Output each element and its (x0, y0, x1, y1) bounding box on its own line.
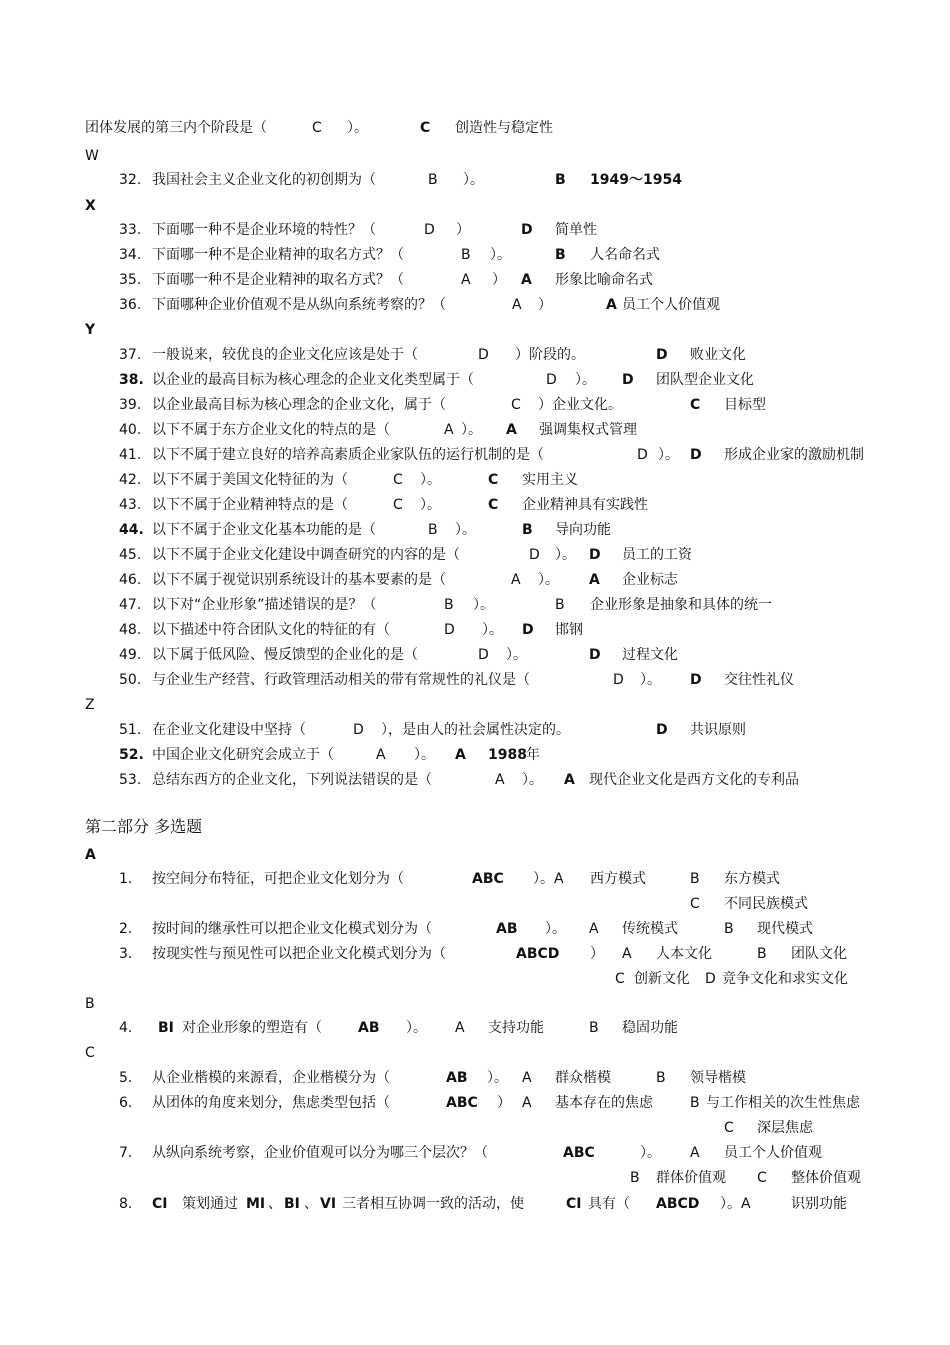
text-fragment: 员工个人价值观 (724, 1145, 822, 1161)
text-fragment: 34. (119, 247, 142, 263)
text-line (0, 470, 950, 490)
text-line (0, 894, 950, 914)
text-fragment: 从纵向系统考察，企业价值观可以分为哪三个层次？（ (152, 1145, 488, 1161)
text-fragment: A (521, 272, 532, 288)
text-fragment: 以下不属于企业文化建设中调查研究的内容的是（ (152, 547, 460, 563)
text-fragment: 4. (119, 1020, 133, 1036)
text-fragment: 以下不属于企业文化基本功能的是（ (152, 522, 376, 538)
text-fragment: 下面哪一种不是企业环境的特性？（ (152, 222, 376, 238)
text-fragment: AB (358, 1020, 380, 1036)
text-fragment: A (564, 772, 575, 788)
text-fragment: 40. (119, 422, 142, 438)
text-fragment: 交往性礼仪 (724, 672, 794, 688)
text-fragment: 三者相互协调一致的活动，使 (342, 1196, 524, 1212)
text-fragment: D (353, 722, 364, 738)
text-fragment: 企业形象是抽象和具体的统一 (590, 597, 772, 613)
text-fragment: BI (284, 1196, 300, 1212)
text-line (0, 370, 950, 390)
text-line (0, 1018, 950, 1038)
text-fragment: CI (152, 1196, 168, 1212)
text-fragment: 中国企业文化研究会成立于（ (152, 747, 334, 763)
text-fragment: B (85, 996, 95, 1012)
text-fragment: 35. (119, 272, 142, 288)
text-fragment: B (428, 172, 438, 188)
text-fragment: 以下属于低风险、慢反馈型的企业化的是（ (152, 647, 418, 663)
text-fragment: 我国社会主义企业文化的初创期为（ (152, 172, 376, 188)
text-fragment: ）。 (406, 1020, 427, 1036)
text-line (0, 994, 950, 1014)
text-fragment: 50. (119, 672, 142, 688)
text-fragment: D (444, 622, 455, 638)
text-fragment: 识别功能 (791, 1196, 847, 1212)
text-fragment: D (690, 672, 702, 688)
text-fragment: ）。 (420, 472, 441, 488)
text-fragment: 与工作相关的次生性焦虑 (706, 1095, 860, 1111)
text-fragment: ABCD (516, 946, 560, 962)
text-fragment: ）。 (473, 597, 494, 613)
text-fragment: ） (538, 297, 552, 313)
text-fragment: D (656, 722, 668, 738)
text-line (0, 320, 950, 340)
text-fragment: 人名命名式 (590, 247, 660, 263)
text-fragment: A (376, 747, 386, 763)
text-fragment: A (455, 1020, 465, 1036)
text-fragment: 西方模式 (590, 871, 646, 887)
text-fragment: 以下不属于建立良好的培养高素质企业家队伍的运行机制的是（ (152, 447, 544, 463)
text-fragment: A (622, 946, 632, 962)
text-fragment: ）。 (506, 647, 527, 663)
text-fragment: 整体价值观 (791, 1170, 861, 1186)
text-fragment: 邯钢 (555, 622, 583, 638)
text-fragment: C (690, 896, 700, 912)
text-fragment: 2. (119, 921, 133, 937)
text-fragment: 企业标志 (622, 572, 678, 588)
text-fragment: ）。 (522, 772, 543, 788)
text-line (0, 146, 950, 166)
text-fragment: 团队型企业文化 (656, 372, 754, 388)
text-fragment: 、 (268, 1196, 282, 1212)
text-fragment: ）。 (482, 622, 503, 638)
text-fragment: D (522, 622, 534, 638)
text-fragment: ）。 (347, 120, 368, 136)
text-fragment: ）。 (463, 172, 484, 188)
text-line (0, 445, 950, 465)
text-line (0, 245, 950, 265)
text-fragment: A (511, 572, 521, 588)
text-fragment: A (522, 1095, 532, 1111)
text-fragment: ） (590, 946, 604, 962)
text-fragment: ）。 (640, 672, 661, 688)
text-fragment: 39. (119, 397, 142, 413)
text-fragment: C (488, 472, 499, 488)
text-fragment: Z (85, 697, 95, 713)
text-fragment: 共识原则 (690, 722, 746, 738)
text-fragment: 41. (119, 447, 142, 463)
text-fragment: 强调集权式管理 (539, 422, 637, 438)
text-line (0, 170, 950, 190)
text-fragment: 5. (119, 1070, 133, 1086)
text-fragment: ）。 (420, 497, 441, 513)
text-fragment: C (393, 472, 403, 488)
text-line (0, 520, 950, 540)
text-fragment: ）。A (533, 871, 564, 887)
text-fragment: 从团体的角度来划分，焦虑类型包括（ (152, 1095, 390, 1111)
text-line (0, 845, 950, 865)
text-fragment: 49. (119, 647, 142, 663)
text-fragment: ）。 (487, 1070, 508, 1086)
text-fragment: AB (496, 921, 518, 937)
text-fragment: 45. (119, 547, 142, 563)
text-fragment: 以下不属于企业精神特点的是（ (152, 497, 348, 513)
text-fragment: ABC (472, 871, 504, 887)
text-fragment: B (589, 1020, 599, 1036)
text-fragment: A (444, 422, 454, 438)
text-fragment: C (488, 497, 499, 513)
text-fragment: D (637, 447, 648, 463)
text-fragment: 以下对“企业形象”描述错误的是？（ (152, 597, 377, 613)
section-title: 第二部分 多选题 (85, 817, 203, 836)
text-fragment: 以下不属于视觉识别系统设计的基本要素的是（ (152, 572, 446, 588)
text-fragment: 以下不属于美国文化特征的为（ (152, 472, 348, 488)
text-line (0, 220, 950, 240)
text-fragment: 具有（ (588, 1196, 630, 1212)
text-fragment: A (506, 422, 517, 438)
text-line (0, 570, 950, 590)
text-fragment: 53. (119, 772, 142, 788)
text-fragment: 1988 (488, 747, 527, 763)
text-fragment: D (613, 672, 624, 688)
text-line (0, 919, 950, 939)
text-fragment: 现代企业文化是西方文化的专利品 (589, 772, 799, 788)
text-fragment: C (85, 1045, 95, 1061)
text-fragment: ）。 (455, 522, 476, 538)
text-fragment: 目标型 (724, 397, 766, 413)
text-fragment: 员工的工资 (622, 547, 692, 563)
text-fragment: 支持功能 (488, 1020, 544, 1036)
text-fragment: A (455, 747, 466, 763)
text-fragment: D (589, 647, 601, 663)
text-fragment: ABC (446, 1095, 478, 1111)
text-line (0, 720, 950, 740)
text-line (0, 118, 950, 138)
text-fragment: ）企业文化。 (538, 397, 622, 413)
text-fragment: 实用主义 (522, 472, 578, 488)
text-line (0, 545, 950, 565)
text-fragment: 策划通过 (182, 1196, 238, 1212)
text-fragment: Y (85, 322, 96, 338)
text-fragment: 简单性 (555, 222, 597, 238)
text-fragment: 人本文化 (656, 946, 712, 962)
text-fragment: 以企业的最高目标为核心理念的企业文化类型属于（ (152, 372, 474, 388)
text-line (0, 645, 950, 665)
text-fragment: AB (446, 1070, 468, 1086)
text-fragment: 群体价值观 (656, 1170, 726, 1186)
text-fragment: 33. (119, 222, 142, 238)
text-fragment: 基本存在的焦虑 (555, 1095, 653, 1111)
text-fragment: C (690, 397, 701, 413)
text-fragment: 形成企业家的激励机制 (724, 447, 864, 463)
text-line (0, 1194, 950, 1214)
text-fragment: VI (320, 1196, 337, 1212)
text-fragment: A (690, 1145, 700, 1161)
text-fragment: A (512, 297, 522, 313)
text-fragment: B (555, 247, 566, 263)
text-fragment: 44. (119, 522, 144, 538)
text-fragment: 48. (119, 622, 142, 638)
text-fragment: ）。 (461, 422, 482, 438)
text-fragment: 下面哪一种不是企业精神的取名方式？（ (152, 247, 404, 263)
text-fragment: ）。 (575, 372, 596, 388)
text-fragment: 以下描述中符合团队文化的特征的有（ (152, 622, 390, 638)
text-fragment: 败业文化 (690, 347, 746, 363)
text-fragment: D (656, 347, 668, 363)
text-fragment: D (478, 647, 489, 663)
text-fragment: C (757, 1170, 767, 1186)
text-fragment: 稳固功能 (622, 1020, 678, 1036)
text-line (0, 1118, 950, 1138)
text-line (0, 695, 950, 715)
text-fragment: C (393, 497, 403, 513)
text-fragment: 企业精神具有实践性 (522, 497, 648, 513)
text-fragment: 东方模式 (724, 871, 780, 887)
text-fragment: 以下不属于东方企业文化的特点的是（ (152, 422, 390, 438)
text-fragment: A (522, 1070, 532, 1086)
text-line (0, 1143, 950, 1163)
text-fragment: 与企业生产经营、行政管理活动相关的带有常规性的礼仪是（ (152, 672, 530, 688)
text-fragment: 3. (119, 946, 133, 962)
text-fragment: B (690, 871, 700, 887)
text-fragment: 46. (119, 572, 142, 588)
text-line (0, 670, 950, 690)
text-line (0, 620, 950, 640)
text-fragment: 36. (119, 297, 142, 313)
text-fragment: 7. (119, 1145, 133, 1161)
text-fragment: 不同民族模式 (724, 896, 808, 912)
text-fragment: W (85, 148, 99, 164)
text-fragment: A (461, 272, 471, 288)
text-fragment: B (690, 1095, 700, 1111)
text-line (0, 295, 950, 315)
text-fragment: 团体发展的第三内个阶段是（ (85, 120, 267, 136)
text-fragment: A (85, 847, 96, 863)
text-fragment: D (424, 222, 435, 238)
text-line (0, 770, 950, 790)
text-line (0, 869, 950, 889)
text-fragment: ） (492, 272, 506, 288)
text-fragment: 领导楷模 (690, 1070, 746, 1086)
text-fragment: A (589, 572, 600, 588)
text-line (0, 595, 950, 615)
text-fragment: B (461, 247, 471, 263)
text-fragment: C (615, 971, 625, 987)
text-line (0, 1168, 950, 1188)
text-line (0, 420, 950, 440)
text-fragment: ）。 (658, 447, 679, 463)
text-fragment: 深层焦虑 (757, 1120, 813, 1136)
text-fragment: D (478, 347, 489, 363)
text-fragment: 、 (304, 1196, 318, 1212)
text-fragment: ） (497, 1095, 511, 1111)
text-line (0, 196, 950, 216)
text-fragment: 按空间分布特征，可把企业文化划分为（ (152, 871, 404, 887)
text-fragment: ）。 (538, 572, 559, 588)
text-fragment: X (85, 198, 96, 214)
text-fragment: A (589, 921, 599, 937)
text-fragment: 对企业形象的塑造有（ (182, 1020, 322, 1036)
text-fragment: 竞争文化和求实文化 (722, 971, 848, 987)
text-fragment: D (589, 547, 601, 563)
text-fragment: C (724, 1120, 734, 1136)
text-fragment: 37. (119, 347, 142, 363)
text-fragment: D (529, 547, 540, 563)
text-fragment: ）。A (720, 1196, 751, 1212)
text-fragment: D (521, 222, 533, 238)
text-fragment: 以企业最高目标为核心理念的企业文化，属于（ (152, 397, 446, 413)
text-fragment: ABC (563, 1145, 595, 1161)
text-fragment: 51. (119, 722, 142, 738)
text-fragment: 8. (119, 1196, 133, 1212)
text-line (0, 495, 950, 515)
text-fragment: 导向功能 (555, 522, 611, 538)
text-fragment: MI (246, 1196, 266, 1212)
text-fragment: 一般说来，较优良的企业文化应该是处于（ (152, 347, 418, 363)
text-fragment: B (428, 522, 438, 538)
text-fragment: ABCD (656, 1196, 700, 1212)
text-fragment: C (511, 397, 521, 413)
text-fragment: 按时间的继承性可以把企业文化模式划分为（ (152, 921, 432, 937)
text-fragment: 下面哪种企业价值观不是从纵向系统考察的？（ (152, 297, 446, 313)
text-fragment: 形象比喻命名式 (555, 272, 653, 288)
text-fragment: ）。 (555, 547, 576, 563)
text-fragment: ）。 (414, 747, 435, 763)
text-fragment: 年 (526, 747, 540, 763)
text-fragment: 32. (119, 172, 142, 188)
text-fragment: 52. (119, 747, 144, 763)
text-fragment: B (444, 597, 454, 613)
text-line (0, 1093, 950, 1113)
text-fragment: D (705, 971, 716, 987)
text-fragment: 1. (119, 871, 133, 887)
text-fragment: D (546, 372, 557, 388)
text-fragment: 47. (119, 597, 142, 613)
text-fragment: 下面哪一种不是企业精神的取名方式？（ (152, 272, 404, 288)
text-fragment: B (757, 946, 767, 962)
text-line (0, 1068, 950, 1088)
text-fragment: B (522, 522, 533, 538)
text-fragment: 总结东西方的企业文化，下列说法错误的是（ (152, 772, 432, 788)
text-line (0, 944, 950, 964)
text-fragment: 在企业文化建设中坚持（ (152, 722, 306, 738)
text-fragment: 38. (119, 372, 144, 388)
text-fragment: ）。 (490, 247, 511, 263)
text-fragment: D (622, 372, 634, 388)
text-fragment: A (495, 772, 505, 788)
text-fragment: B (724, 921, 734, 937)
text-fragment: CI (566, 1196, 582, 1212)
text-line (0, 395, 950, 415)
text-fragment: 现代模式 (757, 921, 813, 937)
text-fragment: 1949～1954 (590, 172, 682, 188)
text-fragment: 传统模式 (622, 921, 678, 937)
text-fragment: ）。 (545, 921, 566, 937)
text-fragment: 43. (119, 497, 142, 513)
text-fragment: B (555, 172, 566, 188)
text-fragment: 创新文化 (634, 971, 690, 987)
text-line (0, 1043, 950, 1063)
text-fragment: D (690, 447, 702, 463)
text-fragment: ），是由人的社会属性决定的。 (381, 722, 570, 738)
text-fragment: B (656, 1070, 666, 1086)
text-fragment: ）阶段的。 (515, 347, 585, 363)
text-fragment: B (555, 597, 565, 613)
text-fragment: C (312, 120, 322, 136)
text-fragment: 按现实性与预见性可以把企业文化模式划分为（ (152, 946, 446, 962)
text-fragment: C (420, 120, 431, 136)
text-line (0, 745, 950, 765)
text-fragment: B (630, 1170, 640, 1186)
text-line (0, 270, 950, 290)
text-fragment: 团队文化 (791, 946, 847, 962)
text-fragment: 过程文化 (622, 647, 678, 663)
text-fragment: 42. (119, 472, 142, 488)
text-fragment: 员工个人价值观 (622, 297, 720, 313)
text-fragment: ）。 (640, 1145, 661, 1161)
text-line (0, 345, 950, 365)
text-fragment: 创造性与稳定性 (455, 120, 553, 136)
text-fragment: BI (158, 1020, 174, 1036)
text-line (0, 969, 950, 989)
text-fragment: A (606, 297, 617, 313)
text-fragment: ） (456, 222, 470, 238)
text-fragment: 群众楷模 (555, 1070, 611, 1086)
text-fragment: 从企业楷模的来源看，企业楷模分为（ (152, 1070, 390, 1086)
text-fragment: 6. (119, 1095, 133, 1111)
